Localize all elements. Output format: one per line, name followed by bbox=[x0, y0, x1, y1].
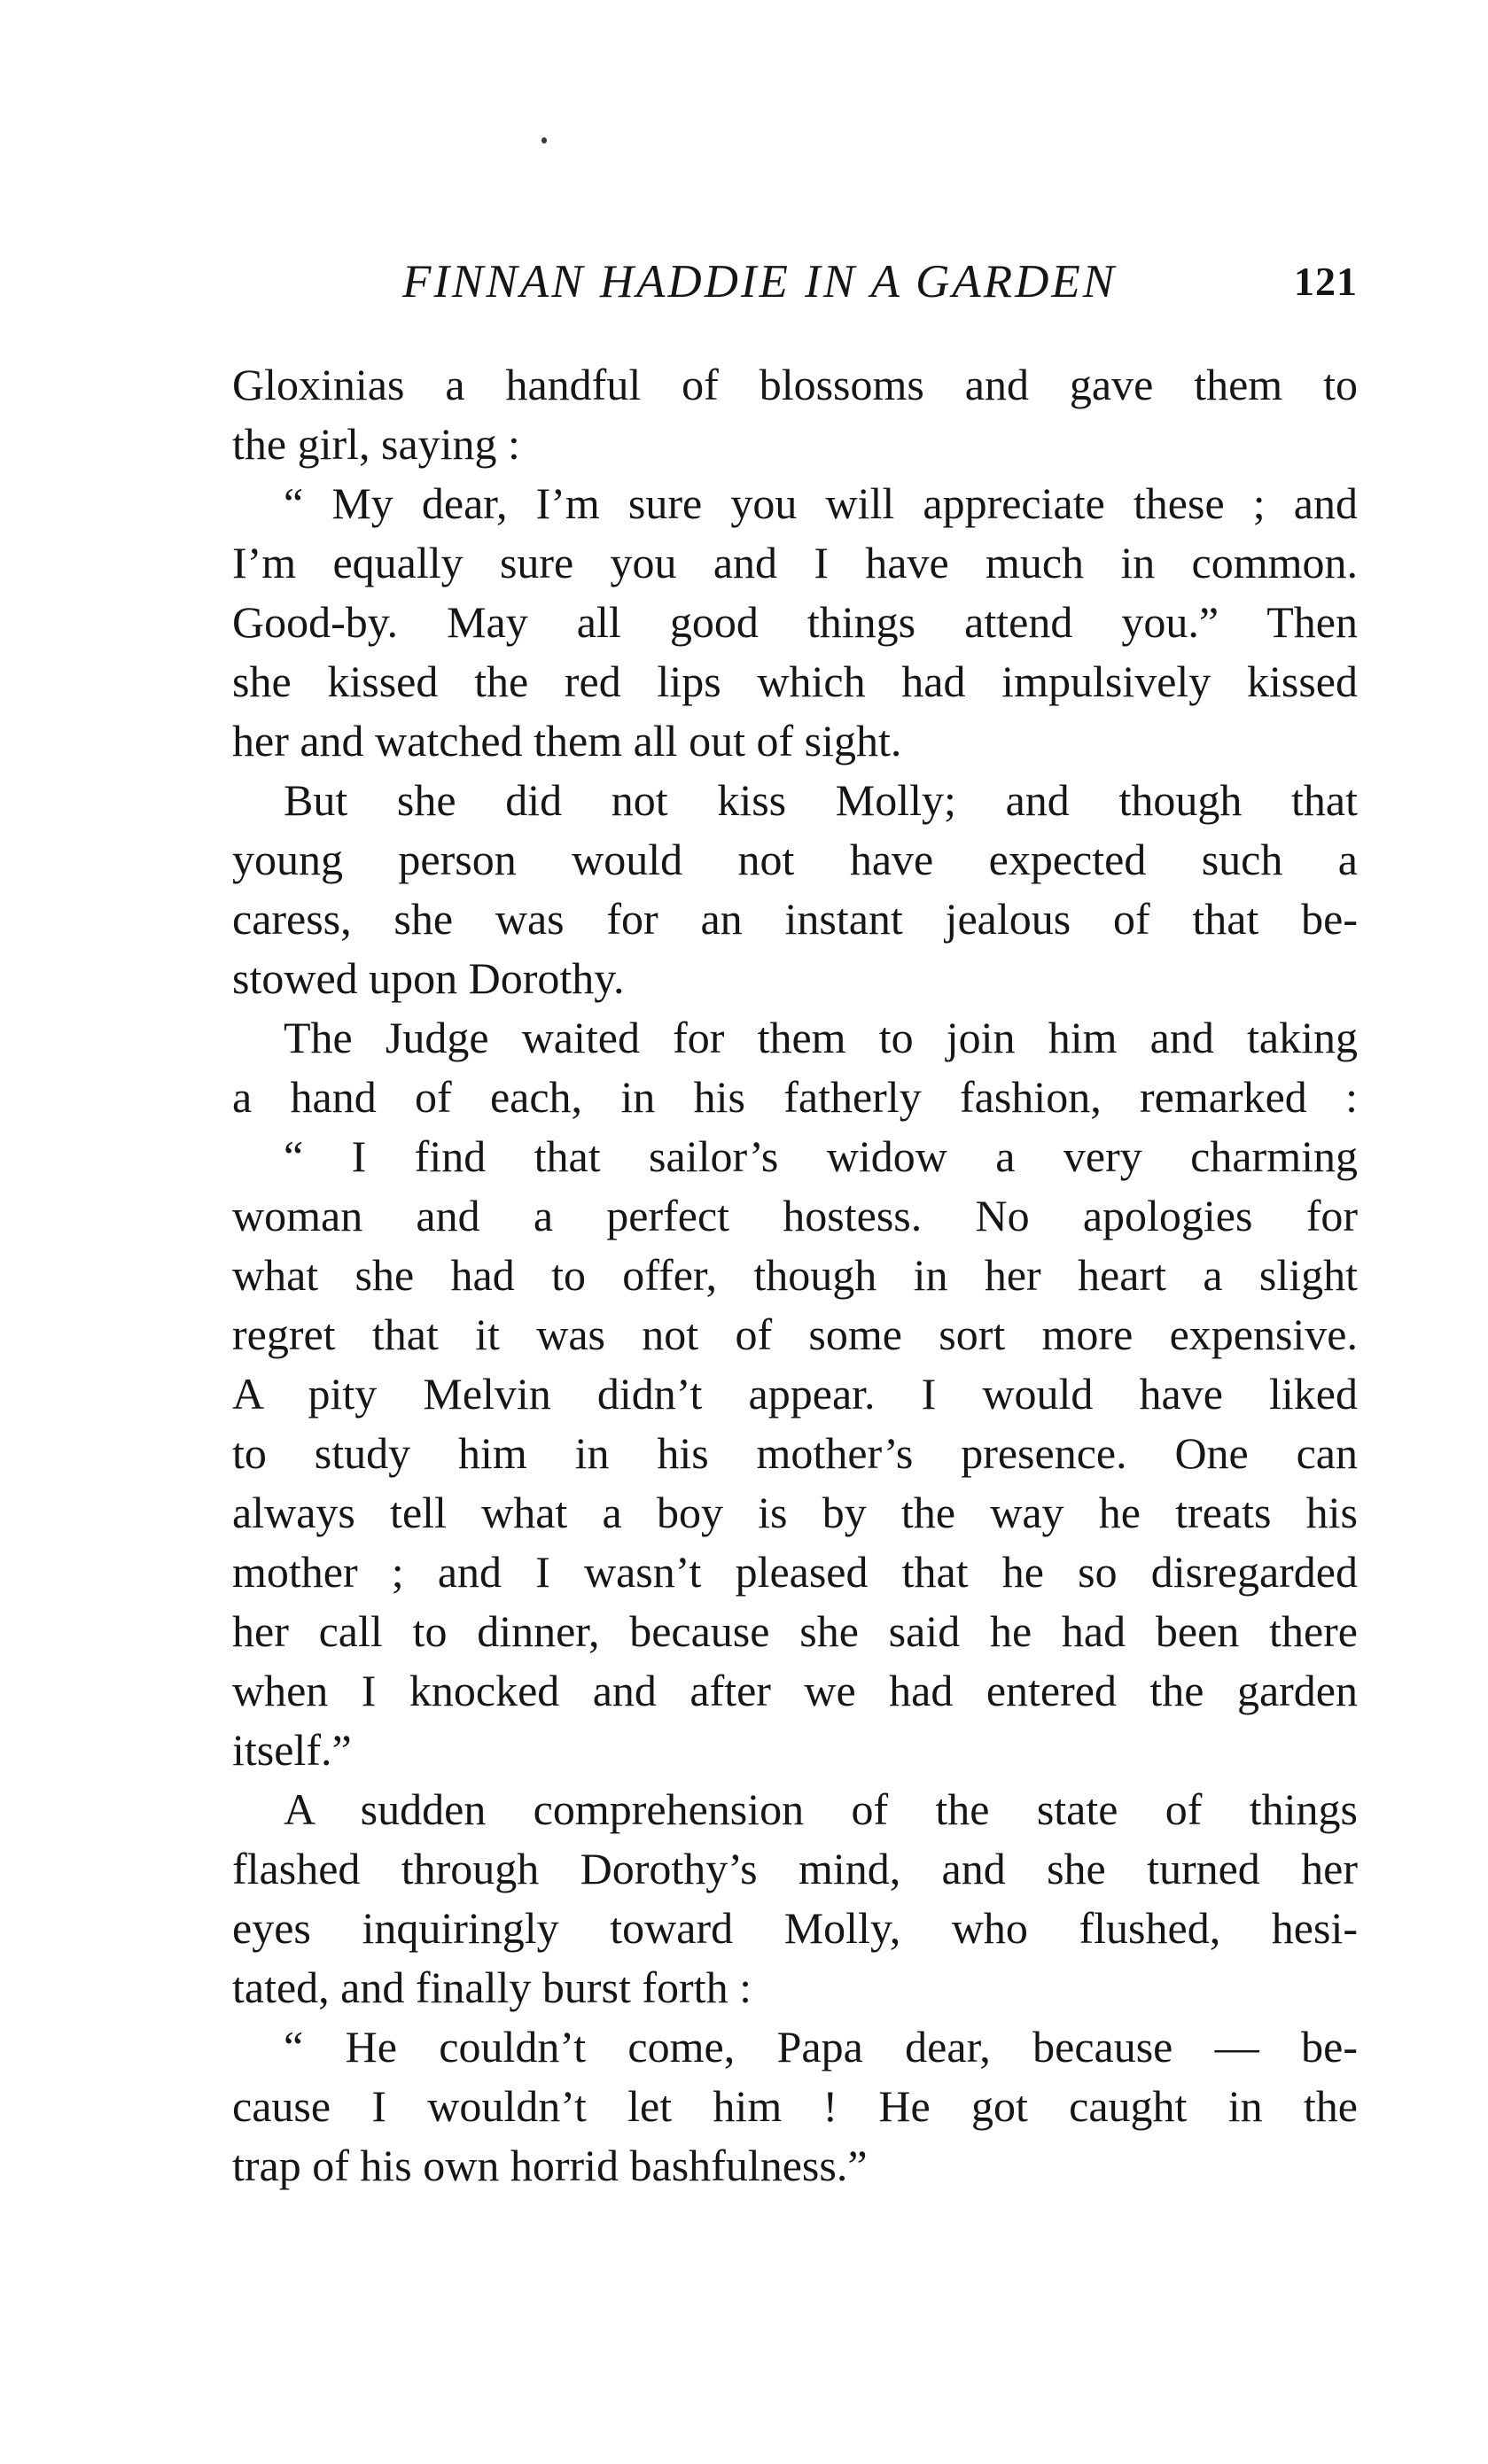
text-line: flashed through Dorothy’s mind, and she turned her bbox=[232, 1844, 1358, 1893]
text-line: Gloxinias a handful of blossoms and gave them to bbox=[232, 360, 1358, 409]
text-line: But she did not kiss Molly; and though that bbox=[284, 775, 1358, 825]
text-line: “ My dear, I’m sure you will appreciate these ; and bbox=[284, 478, 1358, 528]
running-title: FINNAN HADDIE IN A GARDEN bbox=[402, 256, 1118, 307]
text-line: to study him in his mother’s presence. One can bbox=[232, 1428, 1358, 1478]
text-line: always tell what a boy is by the way he treats his bbox=[232, 1488, 1358, 1537]
text-line: her call to dinner, because she said he had been there bbox=[232, 1606, 1358, 1656]
text-line: “ He couldn’t come, Papa dear, because — be- bbox=[284, 2022, 1358, 2071]
ink-speck bbox=[541, 137, 547, 144]
text-line: young person would not have expected such a bbox=[232, 835, 1358, 884]
text-line: caress, she was for an instant jealous of that be- bbox=[232, 894, 1358, 944]
text-line: her and watched them all out of sight. bbox=[232, 716, 902, 766]
text-line: Good-by. May all good things attend you.” Then bbox=[232, 597, 1358, 647]
text-line: trap of his own horrid bashfulness.” bbox=[232, 2141, 868, 2190]
text-line: A sudden comprehension of the state of things bbox=[284, 1784, 1358, 1834]
text-line: what she had to offer, though in her heart a slight bbox=[232, 1250, 1358, 1300]
text-line: when I knocked and after we had entered the garden bbox=[232, 1666, 1358, 1715]
body-text bbox=[232, 355, 1358, 2196]
text-line: the girl, saying : bbox=[232, 419, 520, 469]
text-line: woman and a perfect hostess. No apologies for bbox=[232, 1191, 1358, 1240]
text-line: I’m equally sure you and I have much in common. bbox=[232, 538, 1358, 587]
page-number: 121 bbox=[1294, 259, 1358, 304]
text-line: she kissed the red lips which had impulsively kissed bbox=[232, 657, 1358, 706]
text-line: a hand of each, in his fatherly fashion, remarked : bbox=[232, 1072, 1358, 1122]
text-line: The Judge waited for them to join him and taking bbox=[284, 1013, 1358, 1062]
text-line: mother ; and I wasn’t pleased that he so disregarded bbox=[232, 1547, 1358, 1597]
text-line: stowed upon Dorothy. bbox=[232, 953, 625, 1003]
text-line: eyes inquiringly toward Molly, who flushed, hesi- bbox=[232, 1903, 1358, 1953]
text-line: regret that it was not of some sort more expensive. bbox=[232, 1310, 1358, 1359]
text-line: cause I wouldn’t let him ! He got caught in the bbox=[232, 2081, 1358, 2131]
text-line: “ I find that sailor’s widow a very charming bbox=[284, 1131, 1358, 1181]
text-line: A pity Melvin didn’t appear. I would have liked bbox=[232, 1369, 1358, 1419]
running-head bbox=[232, 251, 1358, 313]
text-line: tated, and finally burst forth : bbox=[232, 1963, 752, 2012]
text-line: itself.” bbox=[232, 1725, 352, 1775]
